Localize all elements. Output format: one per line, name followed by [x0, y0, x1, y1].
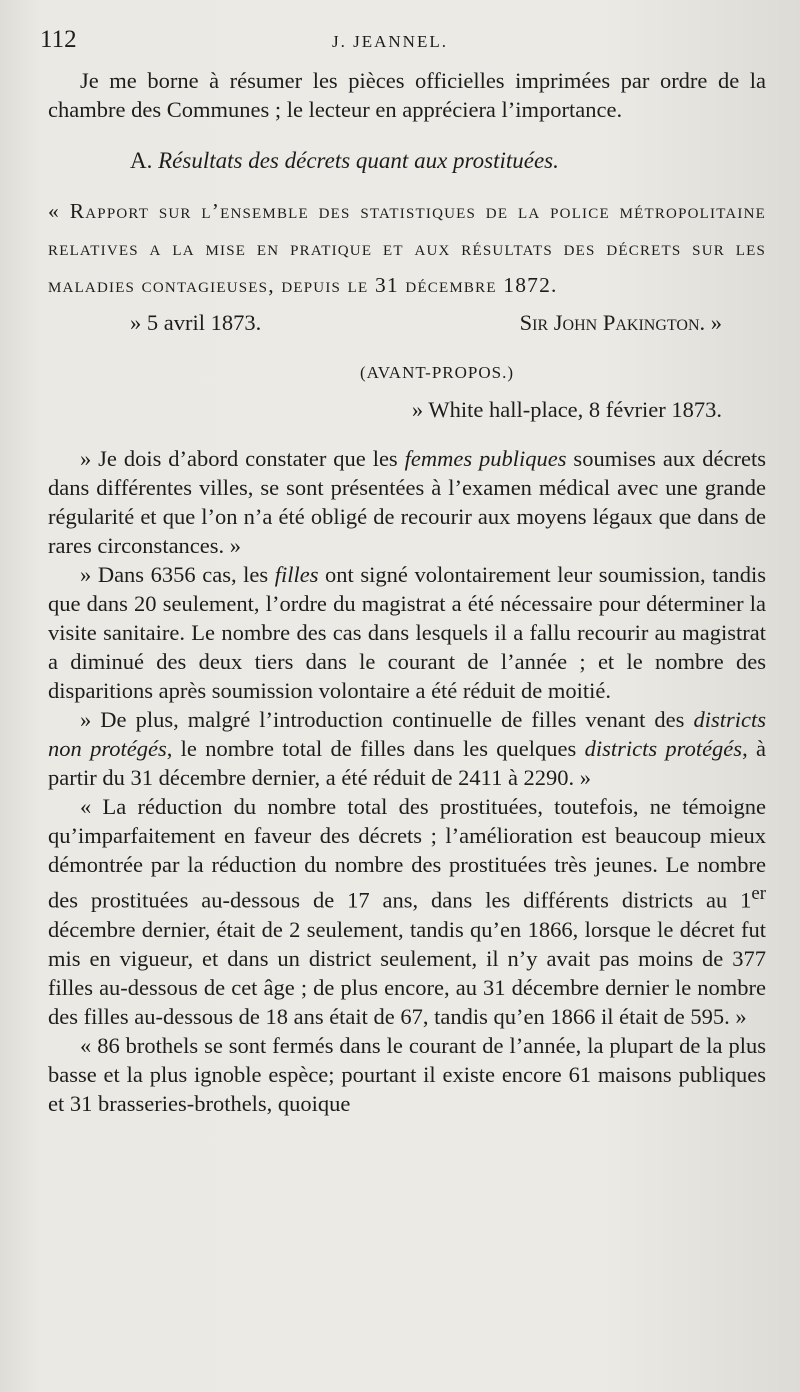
paragraph-1-text-a: » Je dois d’abord constater que les	[80, 446, 405, 471]
paragraph-2-text-a: » Dans 6356 cas, les	[80, 562, 275, 587]
paragraph-1	[48, 444, 766, 560]
paragraph-4-text-a: « La réduction du nombre total des prostituées, toutefois, ne témoigne qu’imparfaitement en faveur des décrets ; l’amélioration est beaucoup mieux démontrée par la réduction du nombre des prostituées très jeunes. Le nombre des prostituées au-dessous de 17 ans, dans les différents districts au 1	[48, 794, 766, 913]
paragraph-1-text-c: soumises aux décrets dans différentes villes, se sont présentées à l’examen médical avec une grande régularité et que l’on n’a été obligé de recourir aux moyens légaux que dans de rares circonstances. »	[48, 446, 766, 558]
page-body	[48, 66, 766, 1118]
report-signatory: Sir John Pakington. »	[519, 310, 722, 335]
avant-propos-heading: (AVANT-PROPOS.)	[359, 363, 515, 382]
paragraph-3	[48, 705, 766, 792]
intro-paragraph: Je me borne à résumer les pièces officielles imprimées par ordre de la chambre des Communes ; le lecteur en appréciera l’importance.	[48, 68, 766, 122]
paragraph-2-italic: filles	[274, 562, 319, 587]
paragraph-3-italic-1: districts non protégés	[48, 707, 766, 761]
dateline: » White hall-place, 8 février 1873.	[411, 397, 722, 422]
section-heading	[48, 146, 766, 175]
paragraph-3-italic-2: districts protégés	[584, 736, 743, 761]
paragraph-4-text-b: décembre dernier, était de 2 seulement, tandis qu’en 1866, lorsque le décret fut mis en vigueur, et dans un district seulement, il n’y avait pas moins de 377 filles au-dessous de cet âge ; de plus encore, au 31 décembre dernier le nombre des filles au-dessous de 18 ans était de 67, tandis qu’en 1866 il était de 595. »	[48, 916, 766, 1029]
page-header	[40, 26, 760, 66]
paragraph-3-text-a: » De plus, malgré l’introduction continuelle de filles venant des	[80, 707, 694, 732]
paragraph-2-text-c: ont signé volontairement leur soumission, tandis que dans 20 seulement, l’ordre du magistrat a été nécessaire pour déterminer la visite sanitaire. Le nombre des cas dans lesquels il a fallu recourir au magistrat a diminué des deux tiers dans le courant de l’année ; et le nombre des disparitions après soumission volontaire a été réduit de moitié.	[48, 562, 766, 703]
paragraph-4-superscript: er	[751, 883, 766, 904]
section-letter: A.	[130, 148, 153, 173]
running-head: J. JEANNEL.	[332, 32, 448, 51]
paragraph-4	[48, 792, 766, 1031]
paragraph-5: « 86 brothels se sont fermés dans le courant de l’année, la plupart de la plus basse et la plus ignoble espèce; pourtant il existe encore 61 maisons publiques et 31 brasseries-brothels, quoique	[48, 1032, 766, 1116]
paragraph-3-text-e: , à partir du 31 décembre dernier, a été réduit de 2411 à 2290. »	[48, 736, 766, 790]
page-number: 112	[40, 26, 77, 53]
paragraph-1-italic: femmes publiques	[404, 446, 567, 471]
section-title: Résultats des décrets quant aux prostituées.	[158, 148, 559, 173]
report-date-line	[48, 308, 766, 338]
paragraph-2	[48, 560, 766, 705]
report-title: « Rapport sur l’ensemble des statistiques de la police métropolitaine relatives a la mise en pratique et aux résultats des décrets sur les maladies contagieuses, depuis le 31 décembre 1872.	[48, 199, 766, 297]
paragraph-3-text-c: , le nombre total de filles dans les quelques	[166, 736, 585, 761]
report-date: » 5 avril 1873.	[130, 310, 262, 335]
